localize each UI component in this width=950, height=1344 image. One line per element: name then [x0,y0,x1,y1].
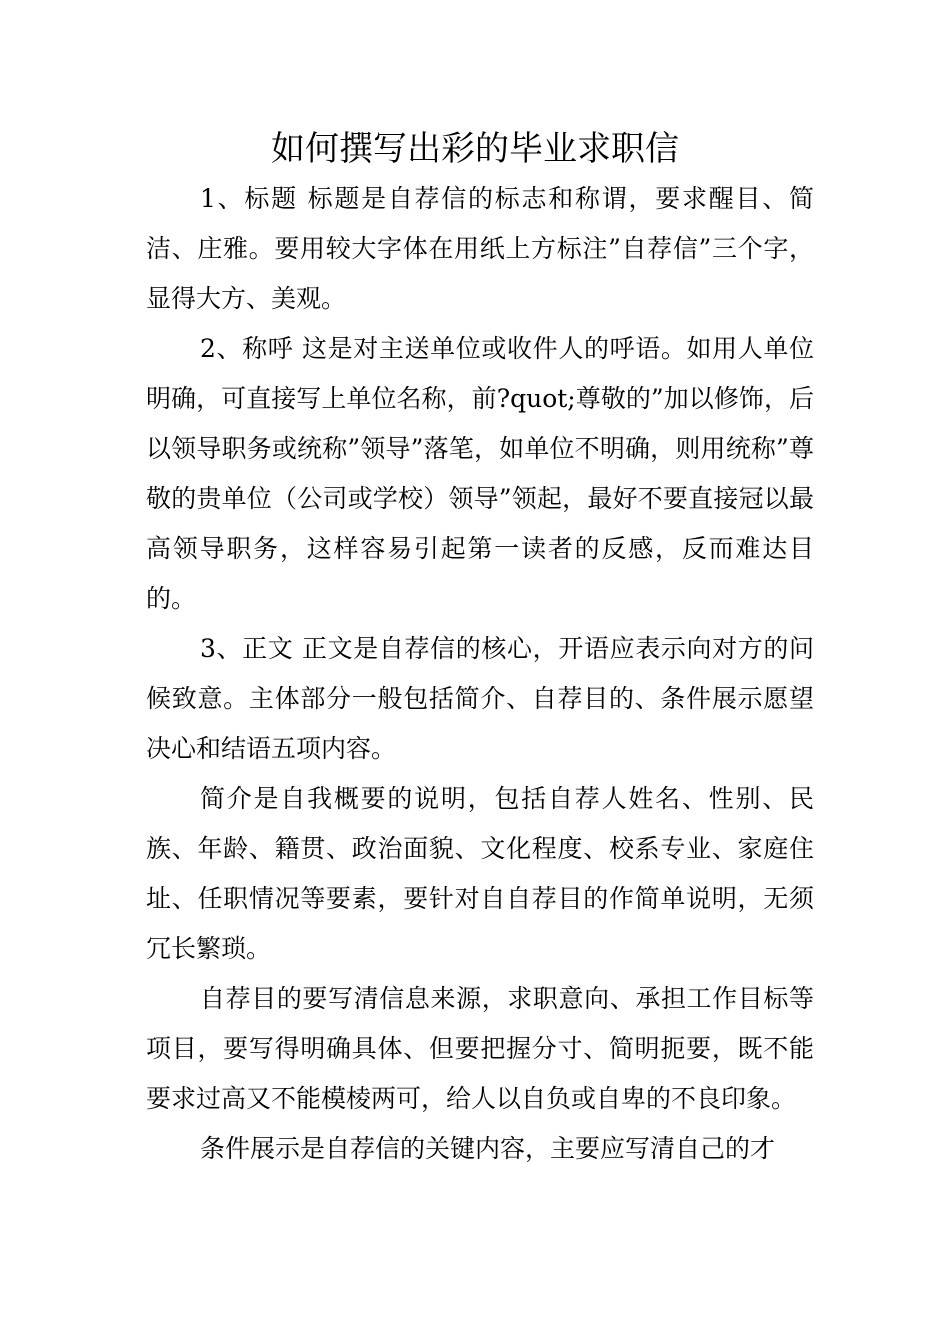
paragraph-introduction: 简介是自我概要的说明，包括自荐人姓名、性别、民族、年龄、籍贯、政治面貌、文化程度、校系专业、家庭住址、任职情况等要素，要针对自自荐目的作简单说明，无须冗长繁琐。 [146,784,814,963]
paragraph-conditions: 条件展示是自荐信的关键内容，主要应写清自己的才 [200,1134,776,1163]
document-title: 如何撰写出彩的毕业求职信 [271,129,679,169]
document-body [146,174,814,1174]
paragraph-title-section: 1、标题 标题是自荐信的标志和称谓，要求醒目、简洁、庄雅。要用较大字体在用纸上方标注”自荐信”三个字，显得大方、美观。 [146,184,814,313]
paragraph-purpose: 自荐目的要写清信息来源，求职意向、承担工作目标等项目，要写得明确具体、但要把握分寸、简明扼要，既不能要求过高又不能模棱两可，给人以自负或自卑的不良印象。 [146,984,814,1113]
paragraph-body-section: 3、正文 正文是自荐信的核心，开语应表示向对方的问候致意。主体部分一般包括简介、自荐目的、条件展示愿望决心和结语五项内容。 [146,634,814,763]
paragraph-salutation-section: 2、称呼 这是对主送单位或收件人的呼语。如用人单位明确，可直接写上单位名称，前?quot;尊敬的”加以修饰，后以领导职务或统称”领导”落笔，如单位不明确，则用统称”尊敬的贵单位（公司或学校）领导”领起，最好不要直接冠以最高领导职务，这样容易引起第一读者的反感，反而难达目的。 [146,334,814,613]
